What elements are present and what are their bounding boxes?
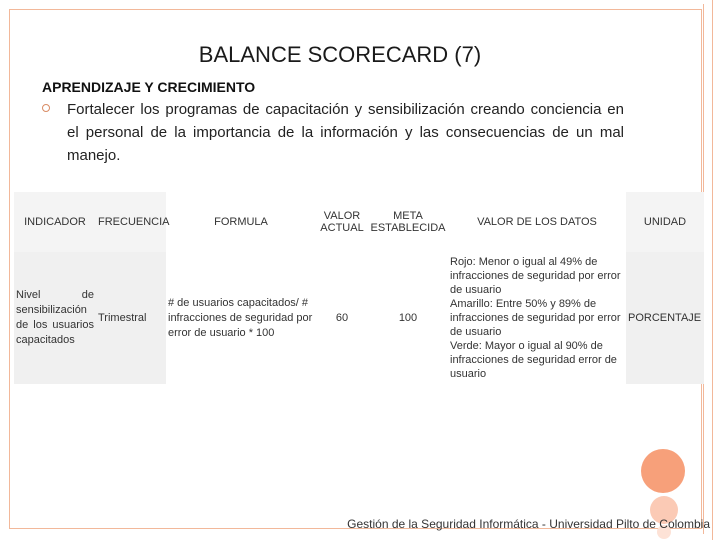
bullet-item xyxy=(42,98,624,167)
header-valor-actual xyxy=(316,192,368,252)
header-valor-actual-line1: VALOR xyxy=(323,210,361,222)
header-formula: FORMULA xyxy=(166,192,316,252)
footer-text: Gestión de la Seguridad Informática - Universidad Pilto de Colombia xyxy=(347,517,710,531)
header-frecuencia: FRECUENCIA xyxy=(96,192,166,252)
cell-valor-datos xyxy=(448,252,626,384)
valor-datos-rojo: Rojo: Menor o igual al 49% de infracciones de seguridad por error de usuario xyxy=(450,256,621,296)
bullet-text: Fortalecer los programas de capacitación y sensibilización creando conciencia en el personal de la importancia de la información y las consecuencias de un mal manejo. xyxy=(67,101,624,164)
header-valor-datos: VALOR DE LOS DATOS xyxy=(448,192,626,252)
cell-indicador: Nivel de sensibilización de los usuarios capacitados xyxy=(14,252,96,384)
table-row xyxy=(14,252,704,384)
valor-datos-verde: Verde: Mayor o igual al 90% de infracciones de seguridad error de usuario xyxy=(450,340,617,380)
cell-frecuencia: Trimestral xyxy=(96,252,166,384)
slide-title: BALANCE SCORECARD (7) xyxy=(198,42,482,67)
decorative-rule xyxy=(712,0,713,540)
header-valor-actual-line2: ACTUAL xyxy=(320,222,364,234)
valor-datos-amarillo: Amarillo: Entre 50% y 89% de infracciones de seguridad por error de usuario xyxy=(450,298,621,338)
table-header-row xyxy=(14,192,704,252)
cell-formula: # de usuarios capacitados/ # infracciones de seguridad por error de usuario * 100 xyxy=(168,296,313,339)
scorecard-table xyxy=(14,192,704,384)
header-indicador: INDICADOR xyxy=(14,192,96,252)
header-meta-line1: META xyxy=(393,210,423,222)
decorative-circle xyxy=(641,449,685,493)
header-unidad: UNIDAD xyxy=(626,192,704,252)
header-meta xyxy=(368,192,448,252)
cell-valor-actual: 60 xyxy=(335,312,349,324)
cell-unidad: PORCENTAJE xyxy=(626,252,704,384)
section-subtitle: APRENDIZAJE Y CRECIMIENTO xyxy=(42,79,256,95)
header-meta-line2: ESTABLECIDA xyxy=(370,222,446,234)
circle-bullet-icon xyxy=(42,104,50,112)
cell-meta: 100 xyxy=(398,312,418,324)
